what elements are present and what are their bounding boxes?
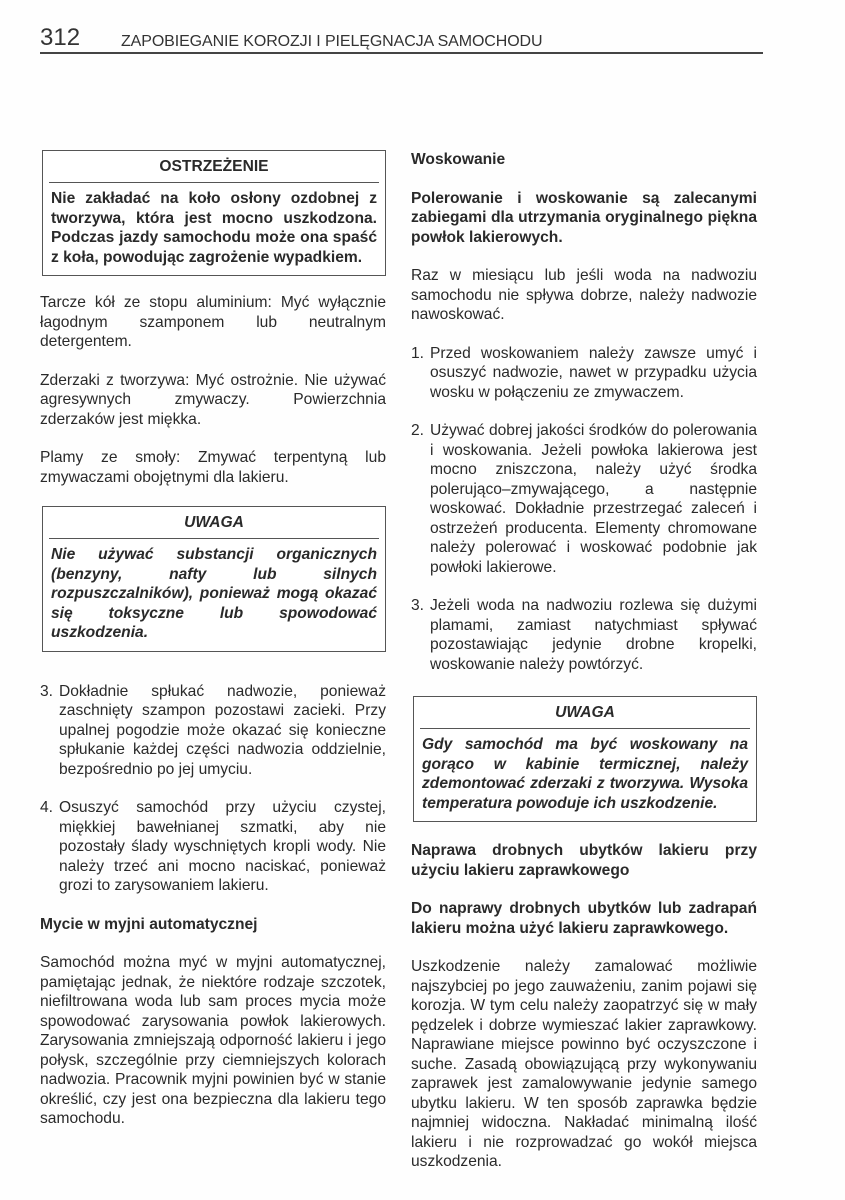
touch-up-text: Uszkodzenie należy zamalować możliwie najszybciej po jego zauważeniu, zanim pojawi się korozja. W tym celu należy zaopatrzyć się w mały pędzelek i dobrze wymieszać lakier zaprawkowy. Naprawiane miejsce powinno być oczyszczone i suche. Zasadą obowiązującą przy wykonywaniu zaprawek jest zamalowywanie jedynie samego ubytku lakieru. W ten sposób zaprawka będzie najmniej widoczna. Nakładać minimalną ilość lakieru i nie rozprowadzać go wokół miejsca uszkodzenia.	[411, 958, 757, 1170]
list-number: 1.	[411, 344, 425, 362]
running-title: ZAPOBIEGANIE KOROZJI I PIELĘGNACJA SAMOCHODU	[121, 33, 543, 50]
list-item	[40, 798, 386, 896]
right-column	[411, 150, 757, 1172]
caution-text: Nie używać substancji organicznych (benzyny, nafty lub silnych rozpuszczalników), ponieważ mogą okazać się toksyczne lub spowodować uszkodzenia.	[51, 546, 377, 641]
paragraph-alloy-wheels: Tarcze kół ze stopu aluminium: Myć wyłącznie łagodnym szamponem lub neutralnym detergentem.	[40, 294, 386, 350]
list-number: 2.	[411, 422, 425, 439]
caution-box	[42, 506, 386, 652]
list-item	[411, 596, 757, 674]
section-text-car-wash: Samochód można myć w myjni automatycznej, pamiętając jednak, że niektóre rodzaje szczotek, niefiltrowana woda lub sam proces mycia może spowodować zarysowania powłok lakierowych. Zarysowania zmniejszają odporność lakieru i jego połysk, szczególnie przy ciemniejszych kolorach nadwozia. Pracownik myjni powinien być w stanie określić, czy jest ona bezpieczna dla lakieru tego samochodu.	[40, 954, 386, 1127]
caution-title: UWAGA	[49, 507, 379, 539]
warning-box	[42, 150, 386, 276]
caution-box-waxing	[413, 696, 757, 822]
caution-text: Gdy samochód ma być woskowany na gorąco w kabinie termicznej, należy zdemontować zderzaki z tworzywa. Wysoka temperatura powoduje ich uszkodzenie.	[422, 736, 748, 812]
paragraph-tar-stains: Plamy ze smoły: Zmywać terpentyną lub zmywaczami obojętnymi dla lakieru.	[40, 449, 386, 486]
section-heading-car-wash: Mycie w myjni automatycznej	[40, 915, 258, 933]
left-column	[40, 150, 386, 1129]
waxing-intro-text: Raz w miesiącu lub jeśli woda na nadwoziu samochodu nie spływa dobrze, należy nadwozie nawoskować.	[411, 267, 757, 323]
list-number: 3.	[411, 597, 425, 614]
list-item	[411, 344, 757, 403]
list-number: 3.	[40, 682, 54, 700]
page-number: 312	[40, 24, 81, 51]
list-text: Osuszyć samochód przy użyciu czystej, miękkiej bawełnianej szmatki, aby nie pozostały ślady wyschniętych kropli wody. Nie należy trzeć ani mocno naciskać, ponieważ grozi to zarysowaniem lakieru.	[59, 799, 386, 894]
page-header	[40, 24, 763, 54]
warning-text: Nie zakładać na koło osłony ozdobnej z tworzywa, która jest mocno uszkodzona. Podczas jazdy samochodu może ona spaść z koła, powodując zagrożenie wypadkiem.	[51, 190, 377, 266]
list-text: Jeżeli woda na nadwoziu rozlewa się dużymi plamami, zamiast natychmiast spływać pozostawiając jedynie drobne kropelki, woskowanie należy powtórzyć.	[430, 597, 757, 673]
paragraph-bumpers: Zderzaki z tworzywa: Myć ostrożnie. Nie używać agresywnych zmywaczy. Powierzchnia zderzaków jest miękka.	[40, 371, 386, 428]
section-heading-touch-up: Naprawa drobnych ubytków lakieru przy użyciu lakieru zaprawkowego	[411, 842, 757, 879]
touch-up-intro-bold: Do naprawy drobnych ubytków lub zadrapań lakieru można użyć lakieru zaprawkowego.	[411, 900, 757, 937]
list-text: Przed woskowaniem należy zawsze umyć i osuszyć nadwozie, nawet w przypadku użycia wosku w połączeniu ze zmywaczem.	[430, 344, 757, 401]
waxing-intro-bold: Polerowanie i woskowanie są zalecanymi zabiegami dla utrzymania oryginalnego piękna powłok lakierowych.	[411, 189, 757, 246]
list-item	[40, 682, 386, 780]
list-item	[411, 421, 757, 577]
warning-title: OSTRZEŻENIE	[49, 151, 379, 183]
list-text: Dokładnie spłukać nadwozie, ponieważ zaschnięty szampon pozostawi zacieki. Przy upalnej pogodzie może okazać się konieczne spłukanie każdej części nadwozia oddzielnie, bezpośrednio po jej umyciu.	[59, 682, 386, 778]
list-text: Używać dobrej jakości środków do polerowania i woskowania. Jeżeli powłoka lakierowa jest mocno zniszczona, należy użyć środka polerująco–zmywającego, a następnie woskować. Dokładnie przestrzegać zaleceń i ostrzeżeń producenta. Elementy chromowane należy polerować i woskować podobnie jak powłoki lakierowe.	[430, 422, 757, 576]
list-number: 4.	[40, 799, 54, 816]
section-heading-waxing: Woskowanie	[411, 151, 506, 168]
caution-title: UWAGA	[420, 697, 750, 729]
